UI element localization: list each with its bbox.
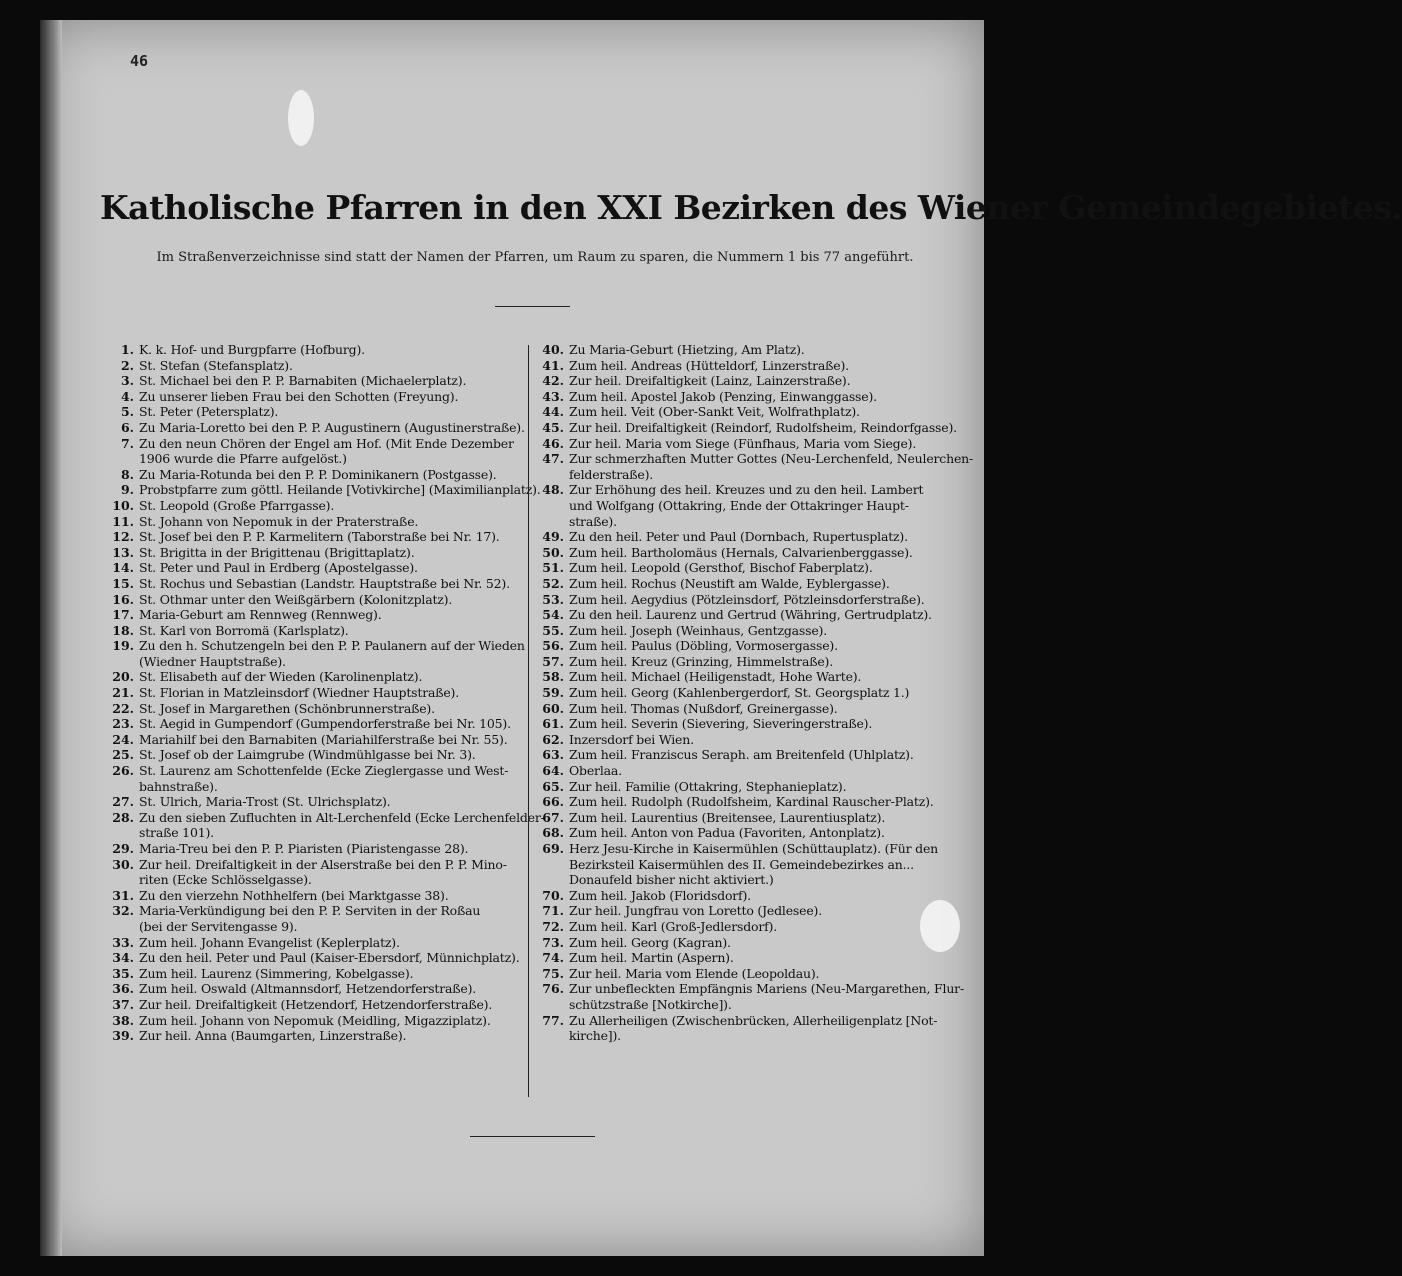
parish-entry [106,436,524,452]
parish-number: 17. [112,607,134,623]
parish-name: Donaufeld bisher nicht aktiviert.) [569,872,774,888]
parish-entry [106,467,524,483]
parish-entry [536,779,976,795]
parish-name: Zum heil. Martin (Aspern). [569,950,734,966]
parish-entry [536,1028,976,1044]
parish-name: Zur schmerzhaften Mutter Gottes (Neu-Lerchenfeld, Neulerchen- [569,451,974,467]
parish-entry [106,1028,524,1044]
parish-entry [536,857,976,873]
page-title: Katholische Pfarren in den XXI Bezirken des Wiener Gemeindegebietes. [100,188,1402,227]
parish-name: (Wiedner Hauptstraße). [139,653,286,669]
parish-number: 19. [112,638,134,654]
parish-entry [536,1013,976,1029]
parish-entry [106,732,524,748]
parish-entry [536,732,976,748]
parish-number: 16. [112,591,134,607]
parish-number: 7. [120,435,134,451]
parish-number: 56. [542,638,564,654]
parish-entry [106,498,524,514]
parish-name: Zur heil. Jungfrau von Loretto (Jedlesee). [569,903,822,919]
parish-number: 14. [112,560,134,576]
parish-number: 64. [542,763,564,779]
parish-name: St. Rochus und Sebastian (Landstr. Hauptstraße bei Nr. 52). [139,575,510,591]
parish-name: straße 101). [139,825,214,841]
parish-number: 43. [542,388,564,404]
parish-entry [106,529,524,545]
parish-number: 49. [542,529,564,545]
parish-name: Zu den heil. Peter und Paul (Kaiser-Ebersdorf, Münnichplatz). [139,950,520,966]
parish-name: Zum heil. Rochus (Neustift am Walde, Eyblergasse). [569,575,890,591]
parish-entry [106,623,524,639]
parish-name: Zum heil. Laurenz (Simmering, Kobelgasse). [139,965,414,981]
parish-entry [536,514,976,530]
parish-name: straße). [569,513,617,529]
parish-name: Zum heil. Jakob (Floridsdorf). [569,887,751,903]
parish-entry [106,872,524,888]
parish-entry [106,825,524,841]
parish-entry [106,545,524,561]
parish-number: 52. [542,575,564,591]
parish-entry [106,809,545,826]
parish-entry [106,685,524,701]
parish-name: Zu den vierzehn Nothhelfern (bei Marktgasse 38). [139,887,449,903]
parish-entry [106,482,541,498]
parish-name: Zum heil. Paulus (Döbling, Vormosergasse). [569,638,838,654]
parish-entry [106,747,524,763]
parish-number: 28. [112,809,134,825]
parish-name: Zur unbefleckten Empfängnis Mariens (Neu-Margarethen, Flur- [569,981,964,997]
parish-name: Zu Maria-Geburt (Hietzing, Am Platz). [569,342,805,357]
parish-name: Zur heil. Dreifaltigkeit (Reindorf, Rudolfsheim, Reindorfgasse). [569,419,957,435]
parish-name: Zum heil. Johann von Nepomuk (Meidling, Migazziplatz). [139,1012,491,1028]
parish-number: 73. [542,934,564,950]
parish-entry [106,404,524,420]
parish-entry [106,373,524,389]
parish-entry [536,420,976,436]
parish-name: (bei der Servitengasse 9). [139,918,298,934]
parish-number: 39. [112,1028,134,1044]
parish-entry [106,841,524,857]
parish-number: 38. [112,1012,134,1028]
parish-name: St. Stefan (Stefansplatz). [139,357,293,373]
parish-name: Probstpfarre zum göttl. Heilande [Votivkirche] (Maximilianplatz). [139,482,541,498]
parish-entry [536,623,976,639]
parish-entry [106,451,524,467]
parish-number: 70. [542,887,564,903]
parish-number: 53. [542,591,564,607]
parish-number: 27. [112,794,134,810]
parish-name: Zum heil. Oswald (Altmannsdorf, Hetzendorferstraße). [139,981,477,997]
page-subtitle: Im Straßenverzeichnisse sind statt der Namen der Pfarren, um Raum zu sparen, die Nummern 1 bis 77 angeführt. [156,250,914,265]
parish-entry [536,794,976,810]
parish-entry [106,638,524,654]
parish-entry [106,966,524,982]
parish-number: 15. [112,575,134,591]
parish-number: 12. [112,529,134,545]
parish-name: St. Josef bei den P. P. Karmelitern (Taborstraße bei Nr. 17). [139,529,500,545]
parish-name: Zu Maria-Rotunda bei den P. P. Dominikanern (Postgasse). [139,466,497,482]
parish-entry [536,872,976,888]
parish-entry [106,779,524,795]
parish-name: St. Johann von Nepomuk in der Praterstraße. [139,513,419,529]
parish-number: 62. [542,731,564,747]
parish-number: 71. [542,903,564,919]
parish-entry [106,888,524,904]
parish-number: 30. [112,856,134,872]
parish-name: St. Josef ob der Laimgrube (Windmühlgasse bei Nr. 3). [139,747,476,763]
parish-entry [536,436,976,452]
parish-name: Zum heil. Rudolph (Rudolfsheim, Kardinal Rauscher-Platz). [569,794,934,810]
parish-name: St. Peter und Paul in Erdberg (Apostelgasse). [139,560,418,576]
parish-entry [536,654,976,670]
parish-name: Zu den heil. Laurenz und Gertrud (Währing, Gertrudplatz). [569,607,932,623]
parish-name: und Wolfgang (Ottakring, Ende der Ottakringer Haupt- [569,497,909,513]
parish-name: Zur heil. Dreifaltigkeit (Lainz, Lainzerstraße). [569,373,851,389]
parish-entry [536,404,976,420]
parish-name: riten (Ecke Schlösselgasse). [139,872,312,888]
page-number: 46 [130,52,149,70]
parish-number: 61. [542,716,564,732]
parish-entry [536,498,976,514]
column-divider [528,345,529,1097]
parish-entry [106,514,524,530]
parish-entry [536,545,976,561]
parish-number: 51. [542,560,564,576]
parish-number: 23. [112,716,134,732]
parish-name: Zum heil. Leopold (Gersthof, Bischof Faberplatz). [569,560,873,576]
parish-number: 10. [112,497,134,513]
parish-name: Zum heil. Georg (Kagran). [569,934,731,950]
parish-name: K. k. Hof- und Burgpfarre (Hofburg). [139,342,365,357]
parish-name: Zum heil. Thomas (Nußdorf, Greinergasse). [569,700,838,716]
parish-name: kirche]). [569,1028,621,1044]
parish-entry [106,389,524,405]
parish-entry [106,935,524,951]
parish-name: Zu den heil. Peter und Paul (Dornbach, Rupertusplatz). [569,529,908,545]
parish-entry [536,935,976,951]
parish-name: Zum heil. Johann Evangelist (Keplerplatz). [139,934,400,950]
parish-number: 41. [542,357,564,373]
parish-name: Herz Jesu-Kirche in Kaisermühlen (Schüttauplatz). (Für den [569,841,939,856]
parish-entry [536,467,976,483]
parish-name: Zum heil. Laurentius (Breitensee, Laurentiusplatz). [569,809,886,825]
parish-name: schützstraße [Notkirche]). [569,996,732,1012]
parish-number: 35. [112,965,134,981]
parish-name: Zum heil. Georg (Kahlenbergerdorf, St. Georgsplatz 1.) [569,685,910,701]
parish-entry [536,903,976,919]
parish-entry [106,997,524,1013]
parish-entry [106,950,524,966]
parish-number: 40. [542,342,564,357]
parish-entry [536,716,976,732]
parish-number: 25. [112,747,134,763]
parish-name: St. Aegid in Gumpendorf (Gumpendorferstraße bei Nr. 105). [139,716,511,732]
parish-number: 21. [112,685,134,701]
parish-number: 29. [112,841,134,856]
parish-number: 2. [120,357,134,373]
parish-entry [536,919,976,935]
parish-name: Zu Maria-Loretto bei den P. P. Augustinern (Augustinerstraße). [139,419,525,435]
parish-number: 42. [542,373,564,389]
parish-name: Zur Erhöhung des heil. Kreuzes und zu den heil. Lambert [569,482,924,498]
parish-entry [536,669,976,685]
parish-entry [536,747,976,763]
parish-entry [536,592,976,608]
parish-name: Zur heil. Anna (Baumgarten, Linzerstraße). [139,1028,407,1044]
parish-number: 58. [542,669,564,685]
parish-number: 37. [112,996,134,1012]
parish-number: 34. [112,950,134,966]
parish-entry [106,701,524,717]
parish-entry [106,763,524,779]
parish-number: 5. [120,404,134,420]
parish-number: 74. [542,950,564,966]
parish-number: 26. [112,763,134,779]
parish-number: 4. [120,388,134,404]
parish-name: Zur heil. Dreifaltigkeit (Hetzendorf, Hetzendorferstraße). [139,996,493,1012]
parish-name: Zum heil. Andreas (Hütteldorf, Linzerstraße). [569,357,849,373]
parish-name: Zum heil. Severin (Sievering, Sieveringerstraße). [569,716,873,732]
parish-number: 6. [120,419,134,435]
parish-entry [536,451,976,467]
parish-number: 47. [542,451,564,467]
parish-number: 76. [542,981,564,997]
parish-entry [106,716,524,732]
parish-name: Zum heil. Anton von Padua (Favoriten, Antonplatz). [569,825,885,841]
parish-number: 55. [542,622,564,638]
parish-name: Zur heil. Maria vom Siege (Fünfhaus, Maria vom Siege). [569,435,917,451]
parish-name: Oberlaa. [569,763,622,779]
parish-number: 54. [542,607,564,623]
divider-rule [495,306,570,307]
parish-entry [106,669,524,685]
parish-number: 67. [542,809,564,825]
parish-number: 66. [542,794,564,810]
parish-entry [536,607,976,623]
parish-entry [106,607,524,623]
parish-name: St. Elisabeth auf der Wieden (Karolinenplatz). [139,669,423,685]
parish-number: 72. [542,918,564,934]
book-page [40,20,1402,1256]
parish-entry [106,903,524,919]
parish-entry [106,794,524,810]
parish-number: 46. [542,435,564,451]
parish-name: Bezirksteil Kaisermühlen des II. Gemeindebezirkes an... [569,856,914,872]
parish-number: 18. [112,622,134,638]
parish-name: St. Florian in Matzleinsdorf (Wiedner Hauptstraße). [139,685,460,701]
parish-name: Zur heil. Maria vom Elende (Leopoldau). [569,965,820,981]
parish-entry [536,560,976,576]
parish-entry [536,685,976,701]
parish-entry [536,389,976,405]
parish-entry [106,1013,524,1029]
parish-name: St. Karl von Borromä (Karlsplatz). [139,622,349,638]
parish-name: Mariahilf bei den Barnabiten (Mariahilferstraße bei Nr. 55). [139,731,508,747]
parish-name: Zu den h. Schutzengeln bei den P. P. Paulanern auf der Wieden [139,638,525,654]
parish-entry [106,560,524,576]
parish-entry [106,654,524,670]
parish-name: 1906 wurde die Pfarre aufgelöst.) [139,451,347,467]
parish-number: 22. [112,700,134,716]
parish-entry [536,950,976,966]
parish-entry [536,638,976,654]
parish-number: 24. [112,731,134,747]
parish-entry [106,342,524,358]
parish-number: 45. [542,419,564,435]
parish-name: Zu unserer lieben Frau bei den Schotten (Freyung). [139,388,459,404]
parish-name: Maria-Treu bei den P. P. Piaristen (Piaristengasse 28). [139,841,469,856]
parish-entry [106,592,524,608]
parish-name: St. Brigitta in der Brigittenau (Brigittaplatz). [139,544,415,560]
parish-name: Inzersdorf bei Wien. [569,731,694,747]
parish-list-left [106,342,545,1044]
parish-entry [536,576,976,592]
parish-number: 63. [542,747,564,763]
parish-number: 68. [542,825,564,841]
parish-entry [536,966,976,982]
parish-number: 75. [542,965,564,981]
parish-number: 59. [542,685,564,701]
parish-list-right [536,342,976,1044]
parish-name: St. Othmar unter den Weißgärbern (Kolonitzplatz). [139,591,453,607]
parish-entry [536,810,976,826]
parish-number: 33. [112,934,134,950]
parish-entry [536,529,976,545]
parish-name: St. Josef in Margarethen (Schönbrunnerstraße). [139,700,435,716]
parish-number: 20. [112,669,134,685]
parish-name: Maria-Geburt am Rennweg (Rennweg). [139,607,382,623]
parish-entry [536,888,976,904]
parish-name: Zum heil. Bartholomäus (Hernals, Calvarienberggasse). [569,544,913,560]
parish-entry [536,763,976,779]
book-spine [40,20,62,1256]
parish-number: 57. [542,653,564,669]
parish-name: Zur heil. Familie (Ottakring, Stephanieplatz). [569,778,847,794]
parish-name: Zum heil. Joseph (Weinhaus, Gentzgasse). [569,622,827,638]
parish-number: 13. [112,544,134,560]
parish-name: Zu den sieben Zufluchten in Alt-Lerchenfeld (Ecke Lerchenfelder- [139,809,545,825]
parish-name: Zum heil. Aegydius (Pötzleinsdorf, Pötzleinsdorferstraße). [569,591,925,607]
parish-name: St. Michael bei den P. P. Barnabiten (Michaelerplatz). [139,373,467,389]
parish-number: 50. [542,544,564,560]
parish-entry [536,342,976,358]
parish-entry [536,841,976,857]
parish-number: 48. [542,482,564,498]
parish-name: Zum heil. Michael (Heiligenstadt, Hohe Warte). [569,669,862,685]
parish-entry [536,825,976,841]
parish-number: 44. [542,404,564,420]
parish-entry [536,358,976,374]
parish-number: 65. [542,778,564,794]
parish-name: Zu Allerheiligen (Zwischenbrücken, Allerheiligenplatz [Not- [569,1012,938,1028]
parish-number: 60. [542,700,564,716]
parish-entry [536,373,976,389]
parish-number: 3. [120,373,134,389]
parish-entry [106,857,524,873]
paper-stain [288,90,314,146]
parish-number: 11. [112,513,134,529]
parish-name: St. Peter (Petersplatz). [139,404,279,420]
parish-number: 1. [120,342,134,357]
parish-name: St. Leopold (Große Pfarrgasse). [139,497,335,513]
parish-name: Maria-Verkündigung bei den P. P. Serviten in der Roßau [139,903,481,919]
parish-number: 69. [542,841,564,856]
parish-name: Zum heil. Kreuz (Grinzing, Himmelstraße). [569,653,834,669]
parish-name: Zur heil. Dreifaltigkeit in der Alserstraße bei den P. P. Mino- [139,856,507,872]
parish-number: 8. [120,466,134,482]
parish-name: Zu den neun Chören der Engel am Hof. (Mit Ende Dezember [139,435,514,451]
parish-name: St. Laurenz am Schottenfelde (Ecke Zieglergasse und West- [139,763,509,779]
parish-name: Zum heil. Karl (Groß-Jedlersdorf). [569,918,778,934]
parish-name: Zum heil. Veit (Ober-Sankt Veit, Wolfrathplatz). [569,404,860,420]
parish-entry [536,997,976,1013]
parish-entry [106,576,524,592]
parish-name: bahnstraße). [139,778,218,794]
parish-entry [106,981,524,997]
parish-number: 31. [112,887,134,903]
parish-name: St. Ulrich, Maria-Trost (St. Ulrichsplatz). [139,794,391,810]
parish-entry [106,919,524,935]
parish-number: 77. [542,1012,564,1028]
divider-rule [470,1136,595,1137]
parish-name: Zum heil. Franziscus Seraph. am Breitenfeld (Uhlplatz). [569,747,914,763]
parish-entry [106,420,524,436]
parish-name: felderstraße). [569,466,654,482]
parish-entry [536,482,976,498]
parish-name: Zum heil. Apostel Jakob (Penzing, Einwanggasse). [569,388,877,404]
parish-number: 32. [112,903,134,919]
parish-number: 36. [112,981,134,997]
parish-entry [536,701,976,717]
parish-number: 9. [120,482,134,498]
parish-entry [106,358,524,374]
parish-entry [536,981,976,997]
